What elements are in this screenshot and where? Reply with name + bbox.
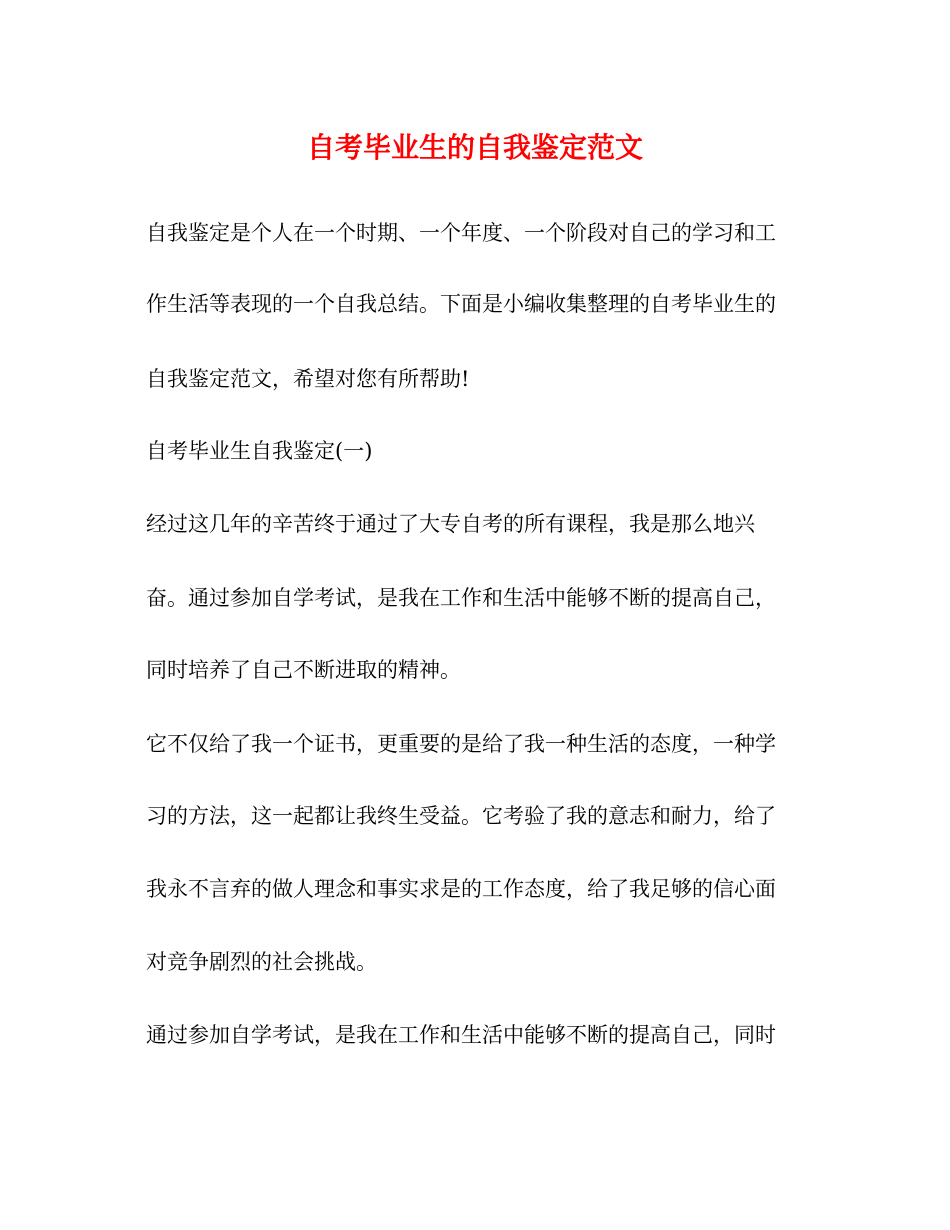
section-heading: 自考毕业生自我鉴定(一) [146,439,373,463]
paragraph-2-line-2: 习的方法，这一起都让我终生受益。它考验了我的意志和耐力，给了 [146,804,776,828]
intro-line-2: 作生活等表现的一个自我总结。下面是小编收集整理的自考毕业生的 [146,292,776,316]
intro-line-1: 自我鉴定是个人在一个时期、一个年度、一个阶段对自己的学习和工 [146,221,776,245]
paragraph-1-line-3: 同时培养了自己不断进取的精神。 [146,658,461,682]
document-title: 自考毕业生的自我鉴定范文 [306,131,643,164]
paragraph-2-line-1: 它不仅给了我一个证书，更重要的是给了我一种生活的态度，一种学 [146,732,776,756]
intro-line-3: 自我鉴定范文，希望对您有所帮助! [146,367,470,391]
paragraph-3-line-1: 通过参加自学考试，是我在工作和生活中能够不断的提高自己，同时 [146,1023,776,1047]
paragraph-2-line-4: 对竞争剧烈的社会挑战。 [146,950,377,974]
paragraph-1-line-2: 奋。通过参加自学考试，是我在工作和生活中能够不断的提高自己， [146,586,776,610]
paragraph-1-line-1: 经过这几年的辛苦终于通过了大专自考的所有课程，我是那么地兴 [146,512,755,536]
paragraph-2-line-3: 我永不言弃的做人理念和事实求是的工作态度，给了我足够的信心面 [146,877,776,901]
